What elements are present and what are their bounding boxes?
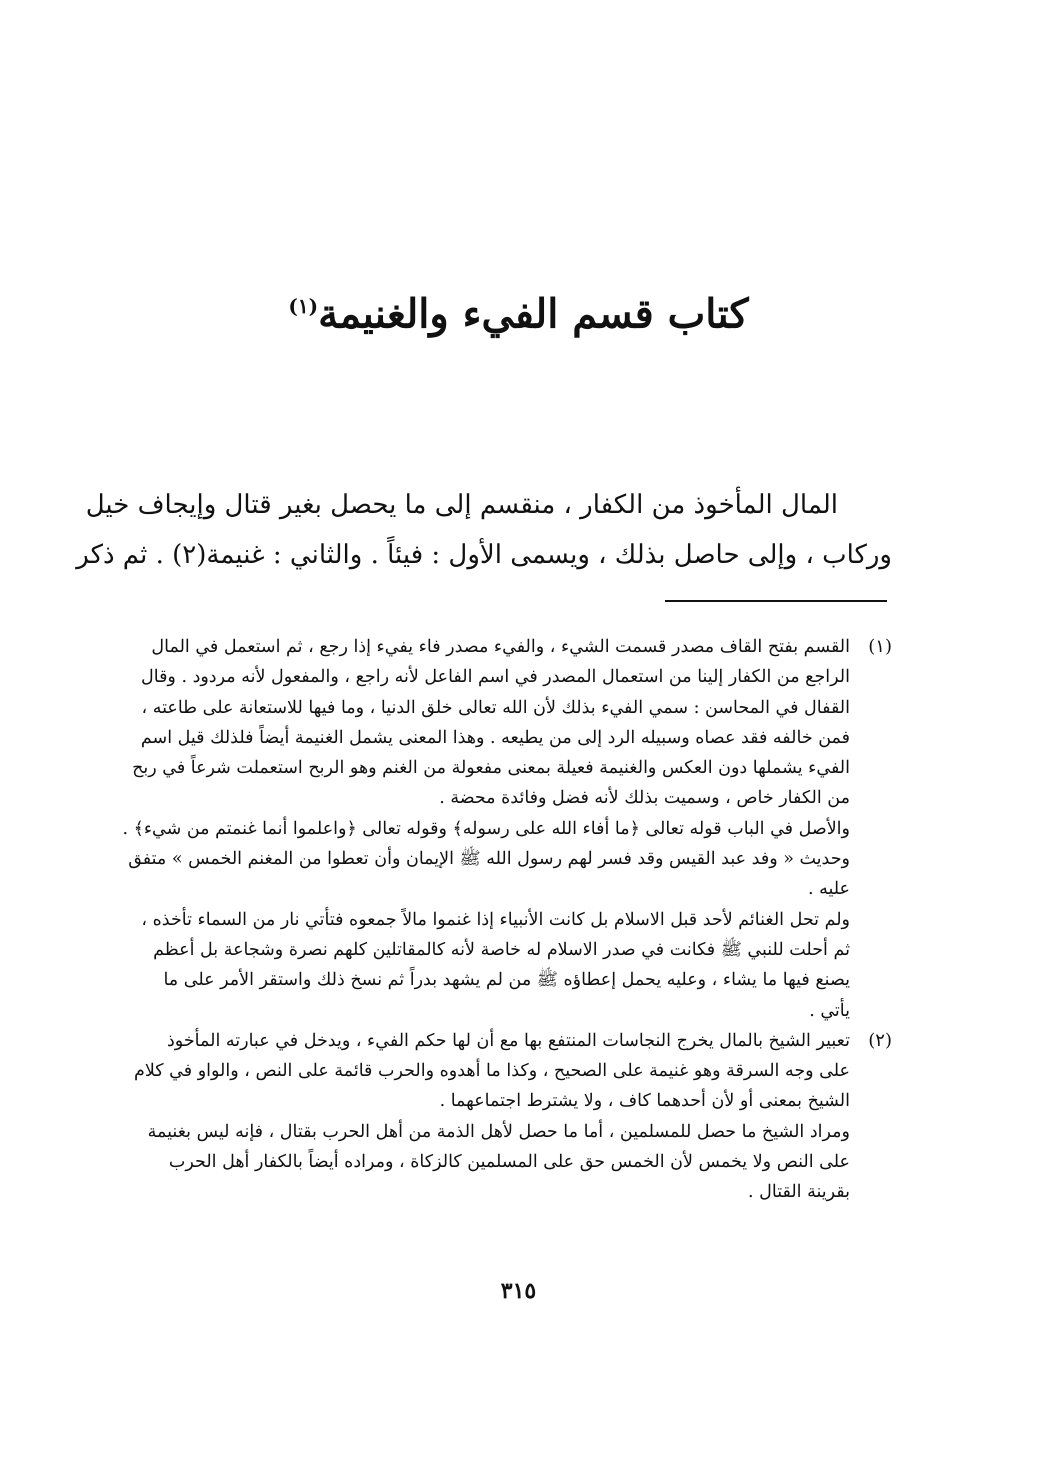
intro-line: المال المأخوذ من الكفار ، منقسم إلى ما يحصل بغير قتال وإيجاف خيل	[85, 490, 838, 520]
title-footnote-marker: (١)	[288, 294, 319, 318]
footnote-line: الفيء يشملها دون العكس والغنيمة فعيلة بمعنى مفعولة من الغنم وهو الربح استعملت شرعاً في ربح	[132, 758, 850, 779]
chapter-title	[0, 278, 1037, 342]
intro-paragraph	[76, 480, 892, 580]
footnote-line: القفال في المحاسن : سمي الفيء بذلك لأن الله تعالى خلق الدنيا ، وما فيها للاستعانة على طاعته ،	[141, 697, 850, 718]
footnote-line: وحديث « وفد عبد القيس وقد فسر لهم رسول الله ﷺ الإيمان وأن تعطوا من المغنم الخمس » متفق	[128, 849, 850, 870]
footnote-line: ومراد الشيخ ما حصل للمسلمين ، أما ما حصل لأهل الذمة من أهل الحرب بقتال ، فإنه ليس بغنيمة	[147, 1121, 850, 1142]
footnote-line: يأتي .	[809, 1000, 850, 1021]
footnote-line: الراجع من الكفار إلينا من استعمال المصدر في اسم الفاعل لأنه راجع ، والمفعول لأنه مردود . وقال	[141, 667, 850, 688]
footnote-line: على وجه السرقة وهو غنيمة على الصحيح ، وكذا ما أهدوه والحرب قائمة على النص ، والواو في كلام	[134, 1061, 850, 1082]
footnote-line: فمن خالفه فقد عصاه وسبيله الرد إلى من يطيعه . وهذا المعنى يشمل الغنيمة أيضاً فلذلك قيل اسم	[140, 727, 850, 748]
footnote-line: ثم أحلت للنبي ﷺ فكانت في صدر الاسلام له خاصة لأنه كالمقاتلين كلهم نصرة وشجاعة بل أعظم	[153, 939, 850, 960]
footnote-1	[122, 632, 892, 1026]
footnote-number: (١)	[868, 636, 892, 657]
footnote-2	[134, 1026, 892, 1208]
intro-line: وركاب ، وإلى حاصل بذلك ، ويسمى الأول : فيئاً . والثاني : غنيمة(٢) . ثم ذكر	[76, 540, 892, 570]
footnote-line: ولم تحل الغنائم لأحد قبل الاسلام بل كانت الأنبياء إذا غنموا مالاً جمعوه فتأتي نار من السماء تأخذه ،	[141, 909, 850, 930]
footnotes-section	[122, 632, 892, 1208]
footnote-line: القسم بفتح القاف مصدر قسمت الشيء ، والفيء مصدر فاء يفيء إذا رجع ، ثم استعمل في المال	[151, 637, 850, 657]
footnote-line: الشيخ بمعنى أو لأن أحدهما كاف ، ولا يشترط اجتماعهما .	[439, 1091, 850, 1112]
footnote-number: (٢)	[868, 1029, 892, 1051]
footnote-line: على النص ولا يخمس لأن الخمس حق على المسلمين كالزكاة ، ومراده أيضاً بالكفار أهل الحرب	[168, 1152, 850, 1173]
footnote-line: من الكفار خاص ، وسميت بذلك لأنه فضل وفائدة محضة .	[439, 788, 850, 809]
footnote-separator	[665, 600, 887, 602]
footnote-line: يصنع فيها ما يشاء ، وعليه يحمل إعطاؤه ﷺ من لم يشهد بدراً ثم نسخ ذلك واستقر الأمر على ما	[163, 970, 850, 991]
chapter-title-text: كتاب قسم الفيء والغنيمة	[318, 290, 749, 338]
footnote-line: بقرينة القتال .	[748, 1182, 850, 1203]
footnote-line: عليه .	[807, 879, 850, 900]
footnote-line: تعبير الشيخ بالمال يخرج النجاسات المنتفع بها مع أن لها حكم الفيء ، ويدخل في عبارته المأخوذ	[167, 1030, 850, 1051]
footnote-line: والأصل في الباب قوله تعالى ﴿ما أفاء الله على رسوله﴾ وقوله تعالى ﴿واعلموا أنما غنمتم من شيء﴾ .	[122, 818, 850, 839]
page-number: ٣١٥	[500, 1278, 537, 1304]
